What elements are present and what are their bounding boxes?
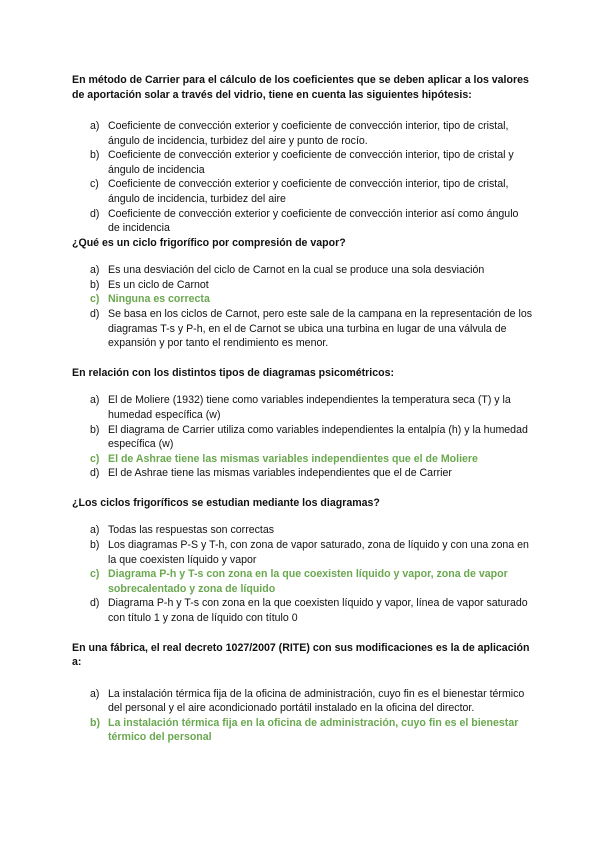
option-text: Diagrama P-h y T-s con zona en la que coexisten líquido y vapor, línea de vapor saturado con título 1 y zona de líquido con título 0 [108,597,528,624]
option-letter: d) [90,597,100,610]
question-block [72,73,532,236]
option-text: Es un ciclo de Carnot [108,278,209,291]
options-list [72,687,532,745]
option-letter: b) [90,538,100,551]
option-text: Es una desviación del ciclo de Carnot en la cual se produce una sola desviación [108,264,485,277]
option-text: El de Ashrae tiene las mismas variables independientes que el de Moliere [108,452,478,465]
options-list [72,263,532,351]
option-text: Se basa en los ciclos de Carnot, pero este sale de la campana en la representación de los diagramas T-s y P-h, en el de Carnot se ubica una turbina en lugar de una válvula de expansión y por tanto el rendimiento es menor. [108,308,533,350]
option-letter: a) [90,687,100,700]
option-text: Ninguna es correcta [108,293,210,306]
option-item [72,307,532,351]
option-text: Coeficiente de convección exterior y coeficiente de convección interior, tipo de cristal, ángulo de incidencia, turbidez del aire y punto de rocío. [108,120,509,147]
option-letter: b) [90,278,100,291]
option-text: Los diagramas P-S y T-h, con zona de vapor saturado, zona de líquido y con una zona en la que coexisten líquido y vapor [108,538,529,566]
option-text: La instalación térmica fija de la oficina de administración, cuyo fin es el bienestar térmico del personal y el aire acondicionado portátil instalado en la oficina del director. [108,687,525,715]
question-prompt: En una fábrica, el real decreto 1027/2007 (RITE) con sus modificaciones es la de aplicación a: [72,641,530,669]
question-prompt: En relación con los distintos tipos de diagramas psicométricos: [72,366,395,379]
option-item [72,523,532,538]
correct-option-item [72,716,532,745]
option-text: El diagrama de Carrier utiliza como variables independientes la entalpía (h) y la humedad específica (w) [108,423,528,451]
option-text: Coeficiente de convección exterior y coeficiente de convección interior, tipo de cristal, ángulo de incidencia, turbidez del aire [108,178,509,205]
option-letter: b) [90,149,100,162]
option-item [72,393,532,422]
option-item [72,263,532,278]
option-item [72,207,532,236]
option-text: Coeficiente de convección exterior y coeficiente de convección interior, tipo de cristal y ángulo de incidencia [108,149,514,176]
option-letter: a) [90,394,100,407]
option-letter: c) [90,293,100,306]
correct-option-item [72,292,532,307]
question-prompt: ¿Los ciclos frigoríficos se estudian mediante los diagramas? [72,496,380,509]
option-letter: c) [90,178,99,191]
option-item [72,596,532,625]
option-text: El de Moliere (1932) tiene como variables independientes la temperatura seca (T) y la humedad específica (w) [108,394,511,421]
correct-option-item [72,452,532,467]
option-letter: c) [90,568,100,581]
option-letter: d) [90,467,100,480]
option-item [72,687,532,716]
question-block [72,366,532,481]
option-item [72,177,532,206]
question-block [72,641,532,745]
option-letter: c) [90,452,100,465]
option-letter: d) [90,207,100,220]
option-letter: b) [90,716,100,729]
option-item [72,538,532,567]
option-item [72,148,532,177]
options-list [72,523,532,625]
question-block [72,496,532,626]
option-text: La instalación térmica fija en la oficina de administración, cuyo fin es el bienestar térmico del personal [108,716,519,744]
option-text: El de Ashrae tiene las mismas variables independientes que el de Carrier [108,467,452,480]
option-item [72,423,532,452]
options-list [72,393,532,481]
option-item [72,278,532,293]
question-block [72,236,532,351]
option-text: Coeficiente de convección exterior y coeficiente de convección interior así como ángulo de incidencia [108,207,519,235]
option-letter: a) [90,120,100,132]
option-text: Diagrama P-h y T-s con zona en la que coexisten líquido y vapor, zona de vapor sobrecalentado y zona de líquido [108,568,508,595]
options-list [72,119,532,236]
question-prompt: En método de Carrier para el cálculo de los coeficientes que se deben aplicar a los valores de aportación solar a través del vidrio, tiene en cuenta las siguientes hipótesis: [72,74,529,101]
option-letter: d) [90,308,100,321]
option-letter: a) [90,524,100,537]
option-letter: b) [90,423,100,436]
correct-option-item [72,567,532,596]
question-prompt: ¿Qué es un ciclo frigorífico por compresión de vapor? [72,236,346,249]
option-text: Todas las respuestas son correctas [108,524,275,537]
document-page [72,73,532,745]
option-letter: a) [90,264,100,277]
option-item [72,466,532,481]
option-item [72,119,532,148]
